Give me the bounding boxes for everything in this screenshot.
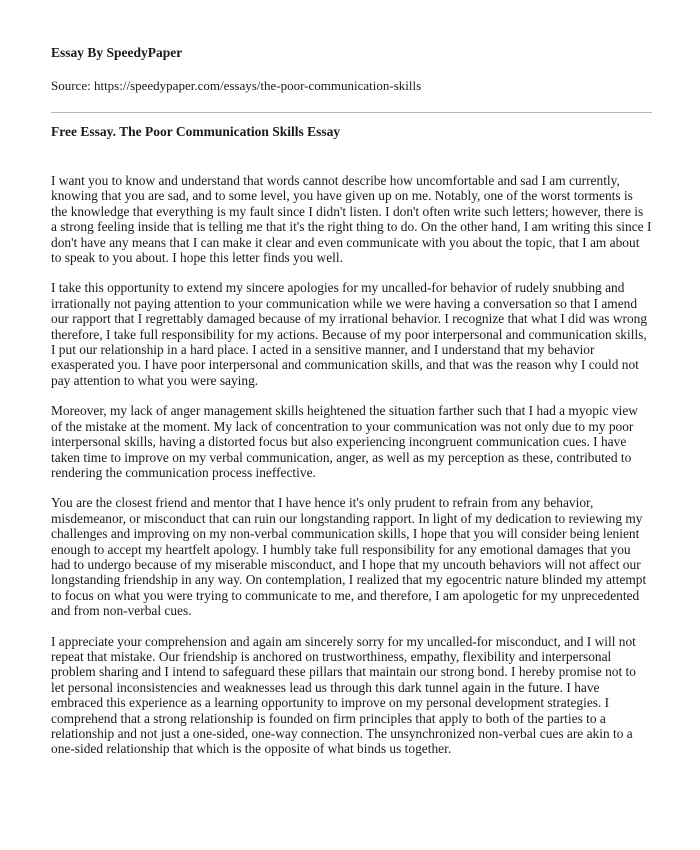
essay-paragraph: I appreciate your comprehension and again am sincerely sorry for my uncalled-for misconduct, and I will not repeat that mistake. Our friendship is anchored on trustworthiness, empathy, flexibility and interpersonal problem sharing and I intend to safeguard these pillars that maintain our strong bond. I hereby promise not to let personal inconsistencies and weaknesses lead us through this dark tunnel again in the future. I have embraced this experience as a learning opportunity to improve on my personal development strategies. I comprehend that a strong relationship is founded on firm principles that apply to both of the parties to a relationship and not just a one-sided, one-way connection. The unsynchronized non-verbal cues are akin to a one-sided relationship that which is the opposite of what binds us together. <box>51 633 636 757</box>
essay-paragraph: I want you to know and understand that words cannot describe how uncomfortable and sad I am currently, knowing that you are sad, and to some level, you have given up on me. Notably, one of the worst torments is the knowledge that everything is my fault since I didn't listen. I don't often write such letters; however, there is a strong feeling inside that is telling me that it's the right thing to do. On the other hand, I am writing this since I don't have any means that I can make it clear and even communicate with you about the topic, that I am about to speak to you about. I hope this letter finds you well. <box>51 173 652 266</box>
essay-paragraph: You are the closest friend and mentor that I have hence it's only prudent to refrain from any behavior, misdemeanor, or misconduct that can ruin our longstanding rapport. In light of my dedication to reviewing my challenges and improving on my non-verbal communication skills, I hope that you will consider being lenient enough to accept my heartfelt apology. I humbly take full responsibility for any emotional damages that you had to undergo because of my miserable misconduct, and I hope that my uncouth behaviors will not affect our longstanding friendship in any way. On contemplation, I realized that my egocentric nature blinded my attempt to focus on what you were trying to communicate to me, and therefore, I am apologetic for my unprecedented and from non-verbal cues. <box>51 495 647 619</box>
essay-paragraph: I take this opportunity to extend my sincere apologies for my uncalled-for behavior of rudely snubbing and irrationally not paying attention to your communication while we were having a conversation so that I amend our rapport that I regrettably damaged because of my irrational behavior. I recognize that what I did was wrong therefore, I take full responsibility for my actions. Because of my poor interpersonal and communication skills, I put our relationship in a hard place. I acted in a sensitive manner, and I understand that my behavior exasperated you. I have poor interpersonal and communication skills, and that was the reason why I could not pay attention to what you were saying. <box>51 280 648 388</box>
essay-body <box>51 173 652 757</box>
essay-title: Free Essay. The Poor Communication Skills Essay <box>51 124 341 139</box>
source-line: Source: https://speedypaper.com/essays/the-poor-communication-skills <box>51 78 422 93</box>
essay-paragraph: Moreover, my lack of anger management skills heightened the situation farther such that I had a myopic view of the mistake at the moment. My lack of concentration to your communication was not only due to my poor interpersonal skills, having a distorted focus but also experiencing incongruent communication cues. I have taken time to improve on my verbal communication, anger, as well as my perception as these, contributed to rendering the communication process ineffective. <box>51 403 638 480</box>
header-divider <box>51 112 652 113</box>
site-title: Essay By SpeedyPaper <box>51 45 183 60</box>
